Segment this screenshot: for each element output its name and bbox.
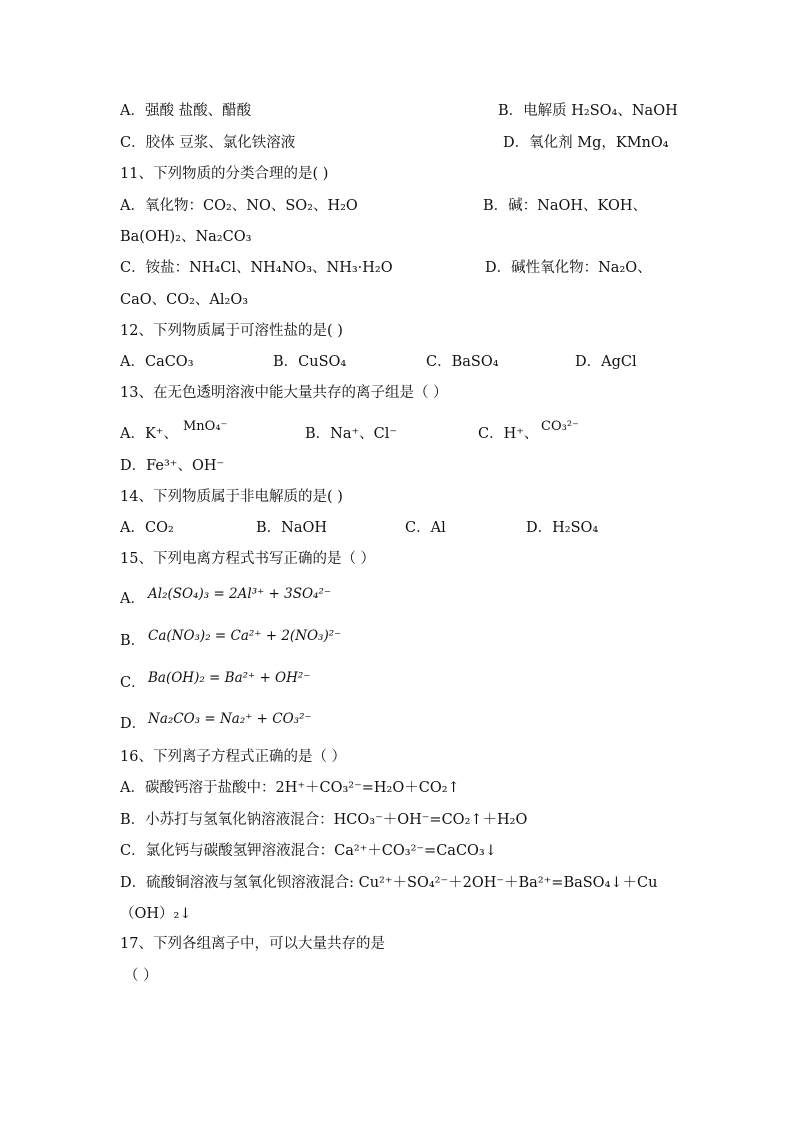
q12-stem: 12、下列物质属于可溶性盐的是( ) — [120, 323, 343, 339]
q15-option-c-label: C． — [120, 675, 146, 691]
q11-option-b-cont: Ba(OH)₂、Na₂CO₃ — [120, 229, 252, 245]
q15-option-a-equation: Al₂(SO₄)₃ = 2Al³⁺ + 3SO₄²⁻ — [148, 586, 331, 602]
q12-option-b: B．CuSO₄ — [273, 354, 347, 370]
q14-option-a: A．CO₂ — [120, 520, 174, 536]
q11-option-b: B．碱：NaOH、KOH、 — [483, 198, 647, 214]
q13-option-a-ion: MnO₄⁻ — [183, 419, 228, 434]
q16-option-d: D．硫酸铜溶液与氢氧化钡溶液混合: Cu²⁺＋SO₄²⁻＋2OH⁻＋Ba²⁺=BaSO₄↓＋Cu — [120, 875, 658, 891]
q15-option-c-equation: Ba(OH)₂ = Ba²⁺ + OH²⁻ — [148, 670, 311, 686]
q14-option-d: D．H₂SO₄ — [526, 520, 599, 536]
q13-option-d: D．Fe³⁺、OH⁻ — [120, 458, 225, 474]
q10-option-a: A．强酸 盐酸、醋酸 — [120, 103, 252, 119]
q16-option-c: C．氯化钙与碳酸氢钾溶液混合：Ca²⁺＋CO₃²⁻=CaCO₃↓ — [120, 843, 497, 859]
q15-option-d-equation: Na₂CO₃ = Na₂⁺ + CO₃²⁻ — [148, 711, 312, 727]
q10-option-c: C．胶体 豆浆、氯化铁溶液 — [120, 135, 296, 151]
q15-option-a-label: A． — [120, 591, 145, 607]
q16-option-d-cont: （OH）₂↓ — [120, 906, 192, 922]
q14-option-b: B．NaOH — [256, 520, 328, 536]
q15-stem: 15、下列电离方程式书写正确的是（ ） — [120, 551, 376, 567]
q12-option-d: D．AgCl — [575, 354, 637, 370]
q11-option-a: A．氧化物：CO₂、NO、SO₂、H₂O — [120, 198, 358, 214]
q17-stem: 17、下列各组离子中，可以大量共存的是 — [120, 936, 385, 952]
q13-stem: 13、在无色透明溶液中能大量共存的离子组是（ ） — [120, 385, 448, 401]
q15-option-d-label: D． — [120, 716, 147, 732]
q15-option-b-label: B． — [120, 633, 146, 649]
q11-option-c: C．铵盐：NH₄Cl、NH₄NO₃、NH₃·H₂O — [120, 260, 393, 276]
q13-option-b: B．Na⁺、Cl⁻ — [305, 426, 398, 442]
q14-option-c: C．Al — [405, 520, 446, 536]
q11-stem: 11、下列物质的分类合理的是( ) — [120, 166, 329, 182]
q16-option-a: A．碳酸钙溶于盐酸中：2H⁺＋CO₃²⁻=H₂O＋CO₂↑ — [120, 780, 460, 796]
q16-option-b: B．小苏打与氢氧化钠溶液混合：HCO₃⁻＋OH⁻=CO₂↑＋H₂O — [120, 812, 528, 828]
q14-stem: 14、下列物质属于非电解质的是( ) — [120, 489, 343, 505]
q15-option-b-equation: Ca(NO₃)₂ = Ca²⁺ + 2(NO₃)²⁻ — [148, 628, 342, 644]
q13-option-c: C．H⁺、 — [478, 426, 539, 442]
q11-option-d: D．碱性氧化物：Na₂O、 — [485, 260, 652, 276]
q11-option-d-cont: CaO、CO₂、Al₂O₃ — [120, 292, 249, 308]
q10-option-b: B．电解质 H₂SO₄、NaOH — [498, 103, 678, 119]
q12-option-a: A．CaCO₃ — [120, 354, 194, 370]
q13-option-a: A．K⁺、 — [120, 426, 178, 442]
q10-option-d: D．氧化剂 Mg，KMnO₄ — [503, 135, 669, 151]
q12-option-c: C．BaSO₄ — [426, 354, 499, 370]
q13-option-c-ion: CO₃²⁻ — [541, 419, 579, 434]
q17-answer-blank: （ ） — [124, 968, 158, 984]
q16-stem: 16、下列离子方程式正确的是（ ） — [120, 749, 347, 765]
